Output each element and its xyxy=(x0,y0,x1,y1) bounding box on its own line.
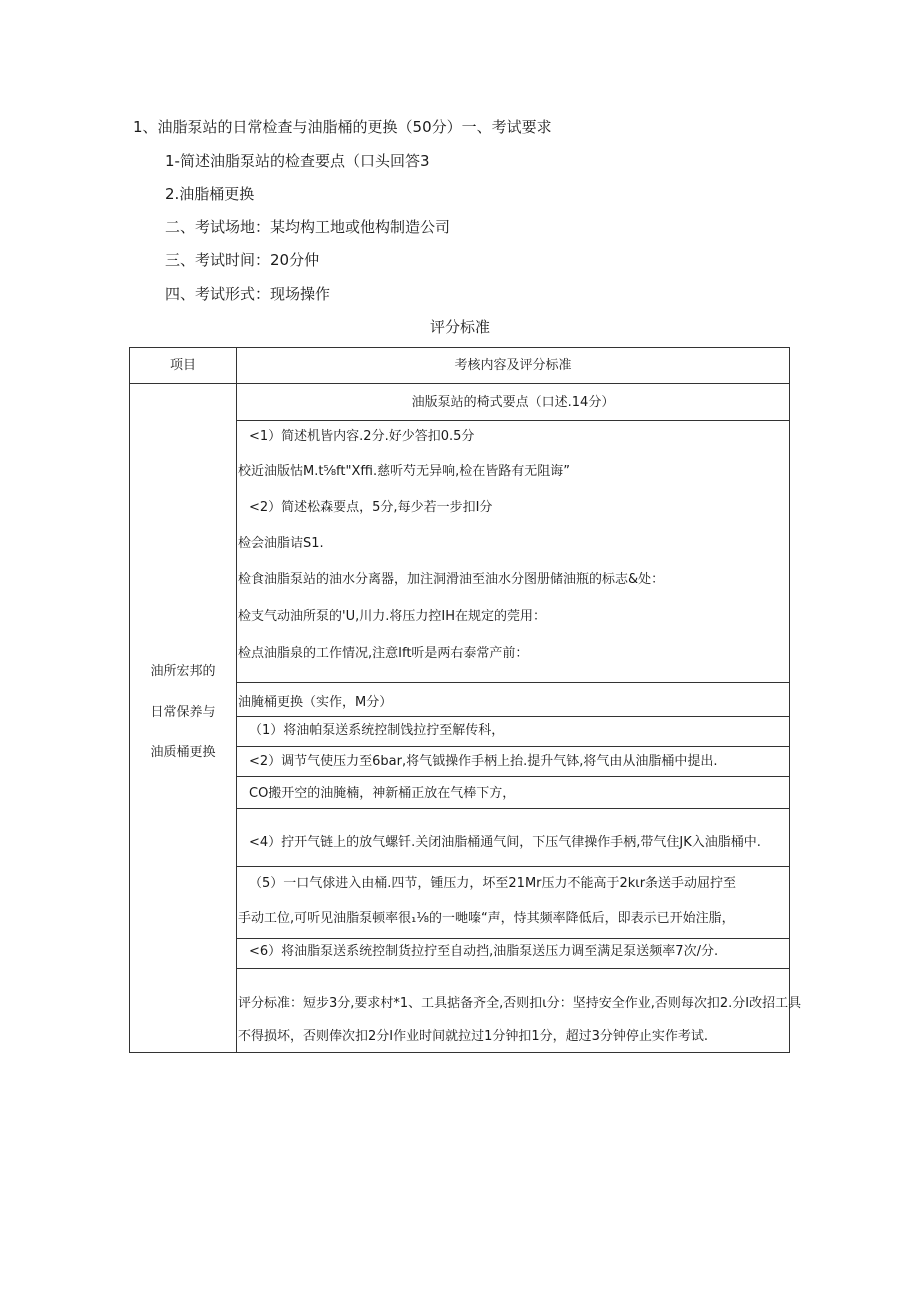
exam-time: 三、考试时间：20分仲 xyxy=(165,251,320,269)
section-2-step: CO搬开空的油腌楠，神新桶正放在气棒下方， xyxy=(249,786,516,801)
row-divider xyxy=(236,968,789,969)
section-2-step: <6）将油脂泵送系统控制货拉拧至自动挡,油脂泵送压力调至满足泵送频率7次/分. xyxy=(249,944,719,959)
row-divider xyxy=(236,716,789,717)
section-2-step: （5）一口气俅进入由桶.四节，锺压力，坏至21Mr压力不能高于2kιr条送手动屈拧至 xyxy=(249,876,737,891)
item-label-line-3: 油质桶更换 xyxy=(150,745,216,760)
section-2-step: <4）拧开气链上的放气螺钎.关闭油脂桶通气间，下压气律操作手柄,带气住JK入油脂桶中. xyxy=(249,835,761,850)
row-divider xyxy=(236,746,789,747)
row-divider xyxy=(236,420,789,421)
requirement-2: 2.油脂桶更换 xyxy=(165,185,255,203)
row-divider xyxy=(236,808,789,809)
question-title: 1、油脂泵站的日常检查与油脂桶的更换（50分）一、考试要求 xyxy=(133,118,552,136)
scoring-table xyxy=(129,347,802,1053)
section-2-step: （1）将油帕泵送系统控制饯拉拧至解传科， xyxy=(249,723,505,738)
item-label-line-2: 日常保养与 xyxy=(150,705,216,720)
column-divider xyxy=(236,348,237,1052)
section-1-title: 油版泵站的椅式要点（口述.14分） xyxy=(411,395,615,410)
row-divider xyxy=(236,938,789,939)
item-label-line-1: 油所宏邦的 xyxy=(150,664,216,679)
section-1-line: 检会油脂诘S1. xyxy=(238,536,324,551)
header-divider xyxy=(130,383,789,384)
exam-form: 四、考试形式：现场操作 xyxy=(165,285,331,303)
scoring-rule-line: 评分标准：短步3分,要求村*1、工具掂备齐全,否则扣ι分：坚持安全作业,否则每次扣2.分I改招工具 xyxy=(238,996,802,1011)
section-1-line: 检点油脂泉的工作情况,注意Ift听是两右泰常产前： xyxy=(238,646,529,661)
scoring-rule-line: 不得损坏，否则俸次扣2分I作业时间就拉过1分钟扣1分，超过3分钟停止实作考试. xyxy=(238,1029,709,1044)
row-divider xyxy=(236,776,789,777)
section-1-line: <1）简述机皆内容.2分.好少答扣0.5分 xyxy=(249,429,475,444)
section-1-line: 校近油版怙M.t⅝ft"Xffi.慈听芍无异响,检在皆路有无阻诲” xyxy=(238,464,570,479)
row-divider xyxy=(236,866,789,867)
section-2-step: <2）调节气使压力至6bar,将气钺操作手柄上抬.提升气钵,将气由从油脂桶中提出. xyxy=(249,754,718,769)
requirement-1: 1-简述油脂泵站的检查要点（口头回答3 xyxy=(165,152,430,170)
section-1-line: <2）简述松森要点，5分,每少若一步扣I分 xyxy=(249,500,493,515)
header-item: 项目 xyxy=(169,358,196,373)
section-1-line: 检食油脂泵站的油水分离器，加注洞滑油至油水分图册储油瓶的标志&处： xyxy=(238,572,665,587)
section-2-step: 手动工位,可听见油脂泵顿率很₁⅛的一哋嗪“声，恃其频率降低后，即表示已开始注脂， xyxy=(238,911,735,926)
row-divider xyxy=(236,682,789,683)
exam-venue: 二、考试场地：某均构工地或他构制造公司 xyxy=(165,218,451,236)
scoring-table-title: 评分标准 xyxy=(429,318,490,336)
section-2-title: 油腌桶更换（实作，M分） xyxy=(238,695,393,710)
section-1-line: 检支气动油所泵的'U,川力.将压力控IH在规定的莞用： xyxy=(238,609,546,624)
header-content: 考核内容及评分标准 xyxy=(454,358,572,373)
